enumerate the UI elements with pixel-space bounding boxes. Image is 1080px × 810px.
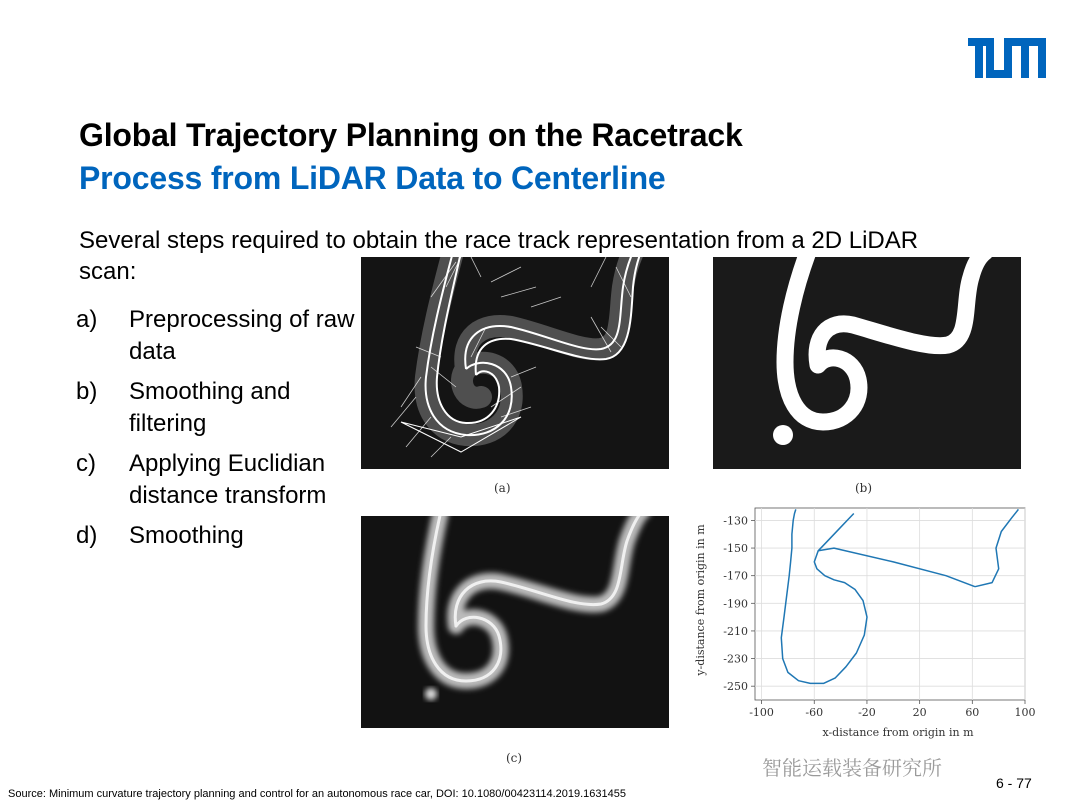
source-citation: Source: Minimum curvature trajectory planning and control for an autonomous race car, DOI: 10.1080/00423114.2019.1631455	[8, 788, 627, 800]
y-tick-label: -210	[723, 624, 748, 638]
filtered-track-image	[713, 257, 1021, 469]
plot-area	[755, 508, 1025, 700]
chart-xlabel: x-distance from origin in m	[822, 726, 974, 739]
y-tick-label: -170	[723, 569, 748, 583]
slide-title: Global Trajectory Planning on the Racetrack	[79, 117, 743, 153]
tum-logo	[968, 38, 1046, 78]
step-label: a)	[76, 306, 98, 333]
y-tick-label: -250	[723, 680, 748, 694]
list-item	[76, 376, 366, 440]
y-tick-label: -190	[723, 597, 748, 611]
page-number: 6 - 77	[996, 775, 1032, 791]
y-tick-label: -230	[723, 652, 748, 666]
step-text: Preprocessing of raw data	[129, 306, 355, 365]
step-list	[76, 304, 366, 560]
x-tick-label: -20	[858, 706, 876, 719]
step-label: c)	[76, 450, 96, 477]
intro-text: Several steps required to obtain the race track representation from a 2D LiDAR scan:	[79, 227, 919, 285]
slide-subtitle: Process from LiDAR Data to Centerline	[79, 160, 666, 196]
step-label: b)	[76, 378, 98, 405]
caption-c: (c)	[506, 751, 523, 765]
step-text: Smoothing	[129, 522, 244, 549]
step-text: Smoothing and filtering	[129, 378, 291, 437]
chart-ylabel: y-distance from origin in m	[694, 524, 707, 676]
y-tick-label: -130	[723, 514, 748, 528]
x-tick-label: 20	[912, 706, 927, 719]
distance-transform-image	[361, 516, 669, 728]
list-item	[76, 448, 366, 512]
x-tick-label: 60	[965, 706, 980, 719]
x-tick-label: 100	[1014, 706, 1036, 719]
list-item	[76, 520, 366, 552]
step-text: Applying Euclidian distance transform	[129, 450, 327, 509]
caption-b: (b)	[855, 481, 873, 495]
lidar-raw-image	[361, 257, 669, 469]
step-label: d)	[76, 522, 98, 549]
y-tick-label: -150	[723, 542, 748, 556]
watermark-text: 智能运载装备研究所	[762, 758, 942, 780]
x-tick-label: -60	[805, 706, 824, 719]
x-tick-label: -100	[749, 706, 774, 719]
centerline-chart	[690, 500, 1040, 745]
caption-a: (a)	[494, 481, 511, 495]
list-item	[76, 304, 366, 368]
